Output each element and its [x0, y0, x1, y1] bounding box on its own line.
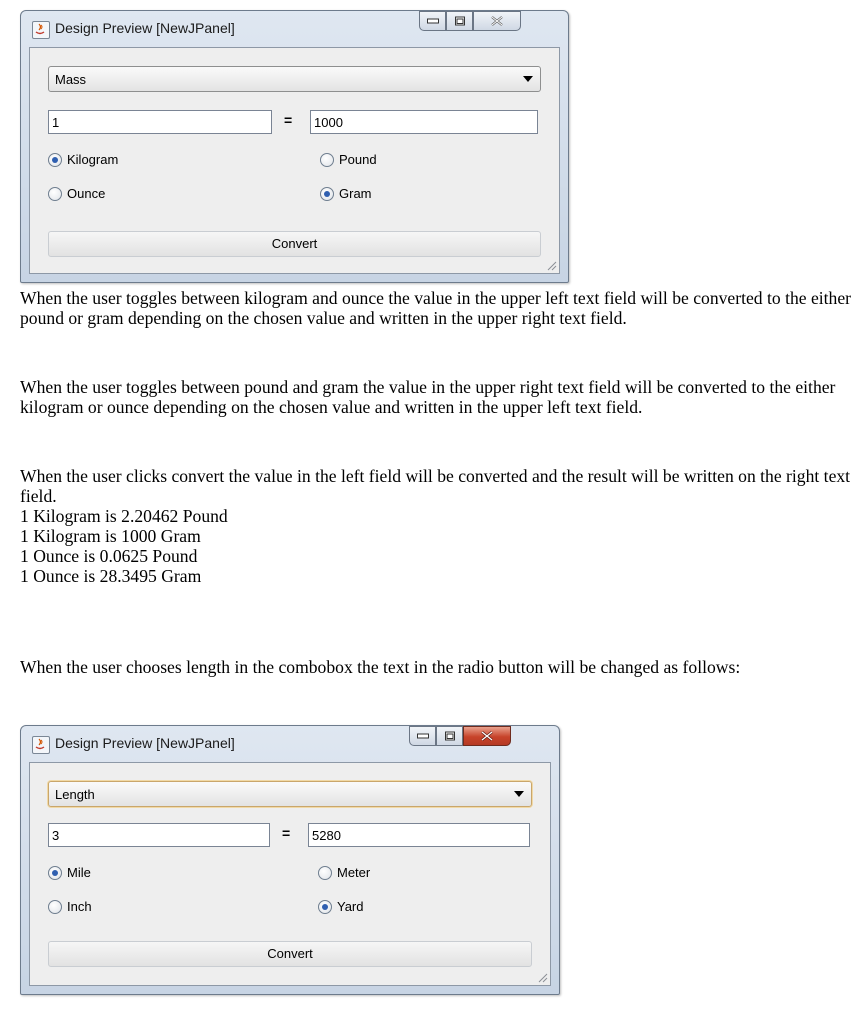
- paragraph-length: When the user chooses length in the combobox the text in the radio button will be changed as follows:: [20, 657, 741, 677]
- title-bar[interactable]: [21, 726, 559, 762]
- radio-inch[interactable]: [48, 899, 92, 914]
- resize-grip-icon[interactable]: [546, 260, 557, 271]
- radio-unselected-icon: [48, 900, 62, 914]
- left-value-field[interactable]: [48, 110, 272, 134]
- maximize-button[interactable]: [436, 726, 463, 746]
- convert-button[interactable]: Convert: [48, 941, 532, 967]
- design-preview-window-length: [20, 725, 560, 995]
- paragraph-pound-gram: When the user toggles between pound and gram the value in the upper right text field will be converted to the either kilogram or ounce depending on the chosen value and written in the upper left text field.: [20, 377, 836, 417]
- radio-unselected-icon: [320, 153, 334, 167]
- radio-label: Mile: [67, 865, 91, 880]
- radio-label: Yard: [337, 899, 364, 914]
- chevron-down-icon: [523, 76, 533, 82]
- radio-unselected-icon: [318, 866, 332, 880]
- unit-type-combobox[interactable]: [48, 66, 541, 92]
- minimize-button[interactable]: [409, 726, 436, 746]
- radio-label: Pound: [339, 152, 377, 167]
- radio-selected-icon: [320, 187, 334, 201]
- radio-selected-icon: [318, 900, 332, 914]
- java-app-icon: [32, 736, 50, 754]
- radio-mile[interactable]: [48, 865, 91, 880]
- equals-label: =: [282, 825, 291, 841]
- radio-label: Kilogram: [67, 152, 119, 167]
- radio-selected-icon: [48, 866, 62, 880]
- close-button[interactable]: [473, 11, 521, 31]
- conversion-line: 1 Ounce is 0.0625 Pound: [20, 546, 198, 566]
- radio-kilogram[interactable]: [48, 152, 118, 167]
- close-button[interactable]: [463, 726, 511, 746]
- java-app-icon: [32, 21, 50, 39]
- resize-grip-icon[interactable]: [537, 972, 548, 983]
- radio-gram[interactable]: [320, 186, 372, 201]
- description-text: [20, 288, 856, 328]
- paragraph-convert: When the user clicks convert the value in the left field will be converted and the result will be written on the right text field.: [20, 466, 851, 506]
- radio-label: Ounce: [67, 186, 106, 201]
- radio-ounce[interactable]: [48, 186, 105, 201]
- radio-label: Inch: [67, 899, 92, 914]
- window-title: Design Preview [NewJPanel]: [55, 20, 235, 36]
- left-value-text: 1: [52, 115, 60, 130]
- chevron-down-icon: [514, 791, 524, 797]
- convert-button[interactable]: Convert: [48, 231, 541, 257]
- radio-yard[interactable]: [318, 899, 364, 914]
- left-value-field[interactable]: [48, 823, 270, 847]
- panel: [29, 762, 551, 986]
- equals-label: =: [284, 112, 293, 128]
- radio-label: Gram: [339, 186, 372, 201]
- paragraph-kilogram-ounce: When the user toggles between kilogram and ounce the value in the upper left text field will be converted to the either pound or gram depending on the chosen value and written in the upper right text field.: [20, 288, 852, 328]
- right-value-field[interactable]: [308, 823, 530, 847]
- window-title: Design Preview [NewJPanel]: [55, 735, 235, 751]
- radio-pound[interactable]: [320, 152, 377, 167]
- conversion-line: 1 Ounce is 28.3495 Gram: [20, 566, 202, 586]
- unit-type-combobox[interactable]: [48, 781, 532, 807]
- left-value-text: 3: [52, 828, 60, 843]
- design-preview-window-mass: [20, 10, 569, 283]
- description-text: [20, 466, 856, 586]
- radio-selected-icon: [48, 153, 62, 167]
- minimize-button[interactable]: [419, 11, 446, 31]
- right-value-text: 1000: [314, 115, 343, 130]
- radio-meter[interactable]: [318, 865, 370, 880]
- description-text: [20, 657, 856, 677]
- panel: [29, 47, 560, 274]
- radio-unselected-icon: [48, 187, 62, 201]
- title-bar[interactable]: [21, 11, 568, 47]
- conversion-line: 1 Kilogram is 2.20462 Pound: [20, 506, 228, 526]
- right-value-text: 5280: [312, 828, 341, 843]
- conversion-line: 1 Kilogram is 1000 Gram: [20, 526, 201, 546]
- description-text: [20, 377, 856, 417]
- radio-label: Meter: [337, 865, 371, 880]
- maximize-button[interactable]: [446, 11, 473, 31]
- right-value-field[interactable]: [310, 110, 538, 134]
- combobox-value: Length: [55, 787, 95, 802]
- combobox-value: Mass: [55, 72, 87, 87]
